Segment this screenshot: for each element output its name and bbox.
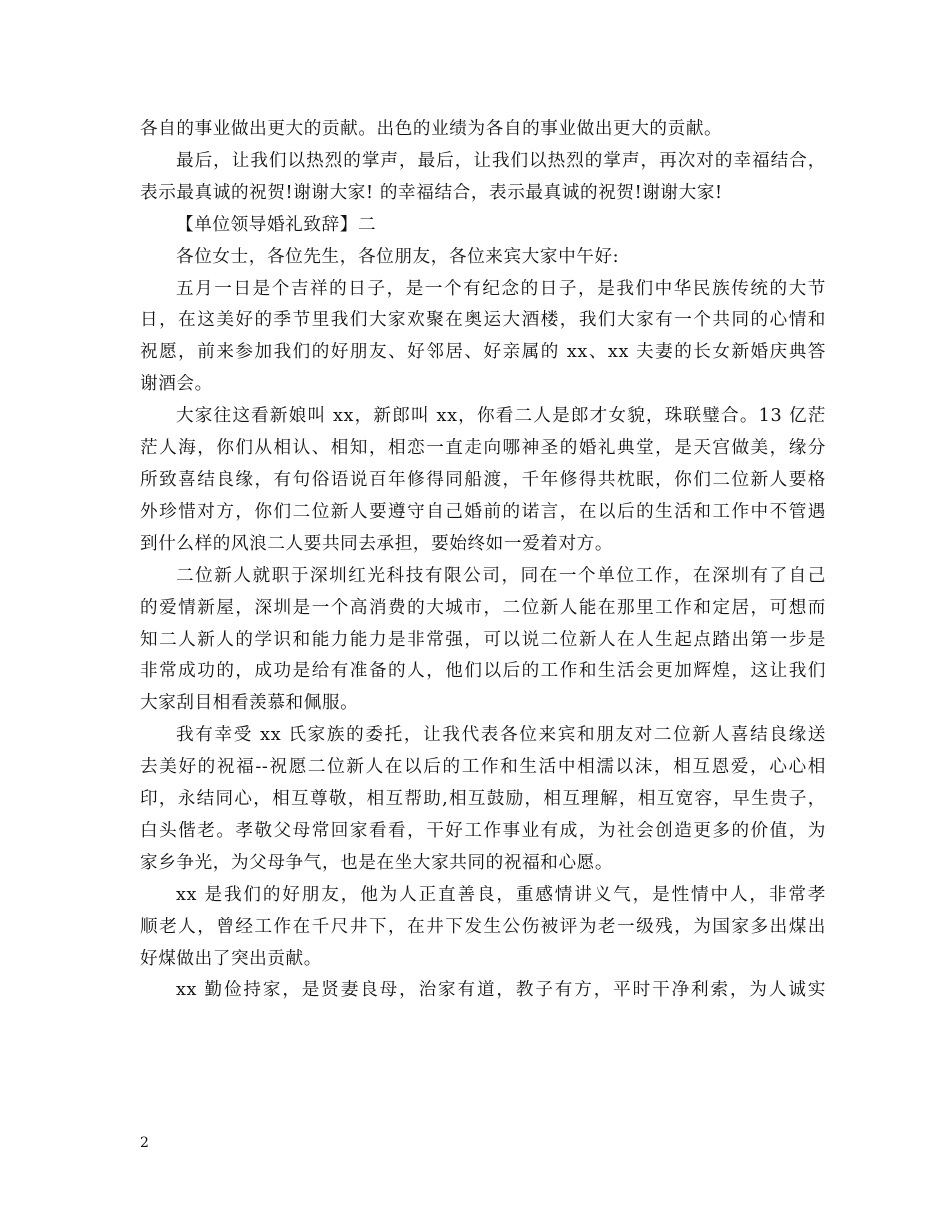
text-line: 最后，让我们以热烈的掌声，最后，让我们以热烈的掌声，再次对的幸福结合，	[176, 150, 826, 171]
text-line: xx 勤俭持家，是贤妻良母，治家有道，教子有方，平时干净利索，为人诚实	[176, 980, 826, 1001]
document-body	[140, 114, 826, 1007]
text-line: 白头偕老。孝敬父母常回家看看，干好工作事业有成，为社会创造更多的价值，为	[140, 820, 826, 841]
text-line: 五月一日是个吉祥的日子，是一个有纪念的日子，是我们中华民族传统的大节	[176, 278, 826, 299]
text-line: 非常成功的，成功是给有准备的人，他们以后的工作和生活会更加辉煌，这让我们	[140, 661, 826, 682]
text-line: 家乡争光，为父母争气，也是在坐大家共同的祝福和心愿。	[140, 852, 614, 873]
text-line: 印，永结同心，相互尊敬，相互帮助,相互鼓励，相互理解，相互宽容，早生贵子，	[140, 789, 826, 810]
text-line: 谢酒会。	[140, 374, 213, 395]
text-line: 二位新人就职于深圳红光科技有限公司，同在一个单位工作，在深圳有了自己	[176, 565, 826, 586]
text-line: 【单位领导婚礼致辞】二	[176, 214, 377, 235]
text-line: 我有幸受 xx 氏家族的委托，让我代表各位来宾和朋友对二位新人喜结良缘送	[176, 725, 826, 746]
text-line: 茫人海，你们从相认、相知，相恋一直走向哪神圣的婚礼典堂，是天宫做美，缘分	[140, 438, 826, 459]
text-line: 各自的事业做出更大的贡献。出色的业绩为各自的事业做出更大的贡献。	[140, 119, 723, 139]
text-line: 到什么样的风浪二人要共同去承担，要始终如一爱着对方。	[140, 533, 614, 554]
page-number: 2	[140, 1135, 149, 1151]
text-line: 表示最真诚的祝贺!谢谢大家! 的幸福结合，表示最真诚的祝贺!谢谢大家!	[140, 182, 723, 203]
text-line: 日，在这美好的季节里我们大家欢聚在奥运大酒楼，我们大家有一个共同的心情和	[140, 310, 826, 331]
text-line: 的爱情新屋，深圳是一个高消费的大城市，二位新人能在那里工作和定居，可想而	[140, 597, 826, 618]
text-line: 祝愿，前来参加我们的好朋友、好邻居、好亲属的 xx、xx 夫妻的长女新婚庆典答	[140, 342, 826, 363]
text-line: 所致喜结良缘，有句俗语说百年修得同船渡，千年修得共枕眠，你们二位新人要格	[140, 469, 826, 490]
text-line: 大家刮目相看羡慕和佩服。	[140, 693, 359, 714]
text-line: 外珍惜对方，你们二位新人要遵守自己婚前的诺言，在以后的生活和工作中不管遇	[140, 501, 826, 522]
text-line: 知二人新人的学识和能力能力是非常强，可以说二位新人在人生起点踏出第一步是	[140, 629, 826, 650]
text-line: 各位女士，各位先生，各位朋友，各位来宾大家中午好:	[176, 246, 620, 267]
text-line: xx 是我们的好朋友，他为人正直善良，重感情讲义气，是性情中人，非常孝	[176, 884, 826, 905]
text-line: 顺老人，曾经工作在千尺井下，在井下发生公伤被评为老一级残，为国家多出煤出	[140, 916, 826, 937]
text-line: 好煤做出了突出贡献。	[140, 948, 322, 969]
text-line: 去美好的祝福--祝愿二位新人在以后的工作和生活中相濡以沫，相互恩爱，心心相	[140, 757, 826, 778]
text-line: 大家往这看新娘叫 xx，新郎叫 xx，你看二人是郎才女貌，珠联璧合。13 亿茫	[176, 406, 826, 427]
